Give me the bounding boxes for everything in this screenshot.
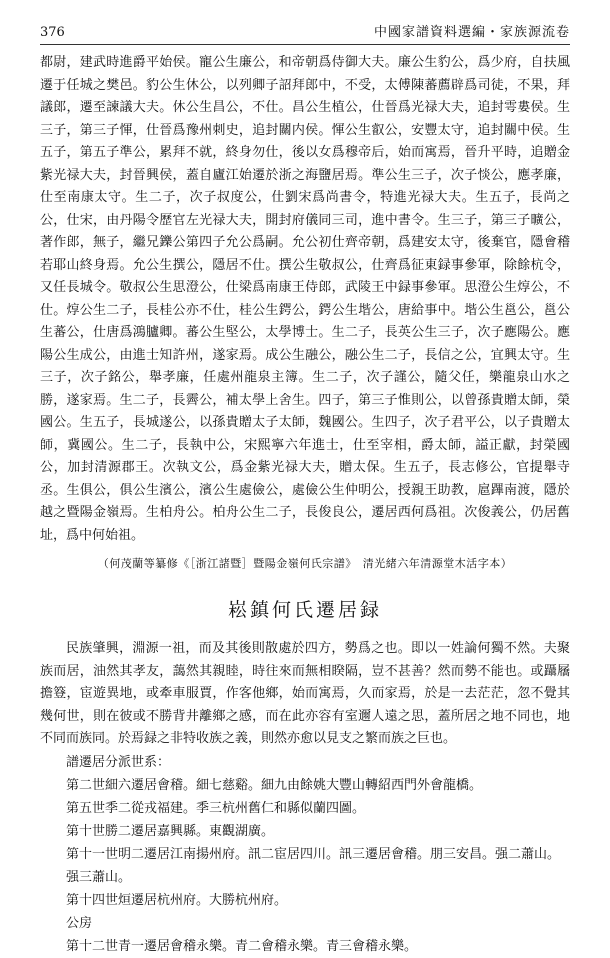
source-citation: （何茂蘭等纂修《［浙江諸暨］暨陽金嶺何氏宗譜》 清光緒六年清源堂木活字本） bbox=[97, 557, 513, 570]
genealogy-paragraph: 都尉，建武時進爵平始侯。寵公生廉公，和帝朝爲侍御大夫。廉公生豹公，爲少府，自扶風遷于任城之樊邑。豹公生休公，以列卿子詔拜郎中，不受，太傅陳蕃薦辟爲司徒，不果，拜議郎，遷至諫議大夫。休公生昌公，不仕。昌公生植公，仕晉爲光禄大夫，追封雩婁侯。生三子，第三子惲，仕晉爲豫州刺史，追封關内侯。惲公生叡公，安豐太守，追封關中侯。生五子，第五子準公，累拜不就，終身勿仕，後以女爲穆帝后，始而寓焉，晉升平時，追贈金紫光禄大夫，封晉興侯，蓋自廬江始遷於浙之海鹽居焉。準公生三子，次子惔公，應孝廉，仕至南康太守。生二子，次子叔度公，仕劉宋爲尚書令，特進光禄大夫。生五子，長尚之公，仕宋，由丹陽令歷官左光禄大夫，開封府儀同三司，進中書令。生三子，第三子曠公，著作郎，無子，繼兄鑠公第四子允公爲嗣。允公初仕齊帝朝，爲建安太守，後棄官，隱會稽若耶山終身焉。允公生撰公，隱居不仕。撰公生敬叔公，仕齊爲征東録事參軍，除餘杭令，又任長城令。敬叔公生思澄公，仕梁爲南康王侍郎，武陵王中録事參軍。思澄公生焞公，不仕。焞公生二子，長桂公亦不仕，桂公生鍔公，鍔公生堦公，唐給事中。堦公生邕公，邕公生蕃公，仕唐爲鴻臚卿。蕃公生堅公，太學博士。生二子，長英公生三子，次子應陽公。應陽公生成公，由進士知許州，遂家焉。成公生融公，融公生二子，長信之公，宜興太守。生三子，次子銘公，舉孝廉，任處州龍泉主簿。生二子，次子謹公，隨父任，樂龍泉山水之勝，遂家焉。生二子，長霽公，補太學上舍生。四子，第三子惟則公，以曾孫貴贈太師，榮國公。生五子，長城遂公，以孫貴贈太子太師，魏國公。生四子，次子君平公，以子貴贈太師，冀國公。生二子，長執中公，宋熙寧六年進士，仕至宰相，爵太師，謚正獻，封榮國公，加封清源郡王。次執文公，爲金紫光禄大夫，贈太保。生五子，長志修公，官提舉寺丞。生俱公，俱公生濱公，濱公生處儉公，處儉公生仲明公，授親王助教，扈蹕南渡，隱於越之暨陽金嶺焉。生柏舟公。柏舟公生二子，長俊良公，遷居西何爲祖。次俊義公，仍居舊址，爲中何始祖。 bbox=[40, 55, 570, 543]
page-number: 376 bbox=[40, 25, 65, 40]
list-item: 第十四世烜遷居杭州府。大勝杭州府。 bbox=[66, 892, 288, 908]
list-item: 第十世勝二遷居嘉興縣。東觀湖廣。 bbox=[66, 823, 275, 839]
section-title: 崧鎮何氏遷居録 bbox=[227, 599, 382, 621]
page-header bbox=[40, 20, 570, 45]
list-item: 第五世季二從戎福建。季三杭州舊仁和縣似蘭四圖。 bbox=[66, 800, 366, 816]
running-title: 中國家譜資料選編・家族源流卷 bbox=[373, 25, 570, 40]
list-item: 第十二世青一遷居會稽永樂。青二會稽永樂。青三會稽永樂。 bbox=[66, 938, 418, 954]
list-item: 公房 bbox=[66, 915, 93, 931]
list-item: 第十一世明二遷居江南揚州府。訊二宦居四川。訊三遷居會稽。朋三安昌。强二蕭山。强三蕭山。 bbox=[66, 846, 561, 885]
list-item: 第二世細六遷居會稽。細七慈谿。細九由餘姚大豐山轉紹西門外會龍橋。 bbox=[66, 777, 483, 793]
list-heading: 譜遷居分派世系： bbox=[66, 754, 171, 770]
section-intro: 民族肇興，淵源一祖，而及其後則散處於四方，勢爲之也。即以一姓論何獨不然。夫聚族而居，油然其孝友，藹然其親睦，時往來而無相睽隔，豈不甚善？然而勢不能也。或躡屩擔簦，宦遊異地，或牽車服賈，作客他鄉，始而寓焉，久而家焉，於是一去茫茫，忽不覺其幾何世，則在彼或不勝背井離鄉之感，而在此亦容有室邇人遠之思，蓋所居之地不同也，地不同而族同。於焉録之非特收族之義，則然亦愈以見支之繁而族之巨也。 bbox=[40, 641, 570, 746]
page-body bbox=[40, 52, 570, 958]
